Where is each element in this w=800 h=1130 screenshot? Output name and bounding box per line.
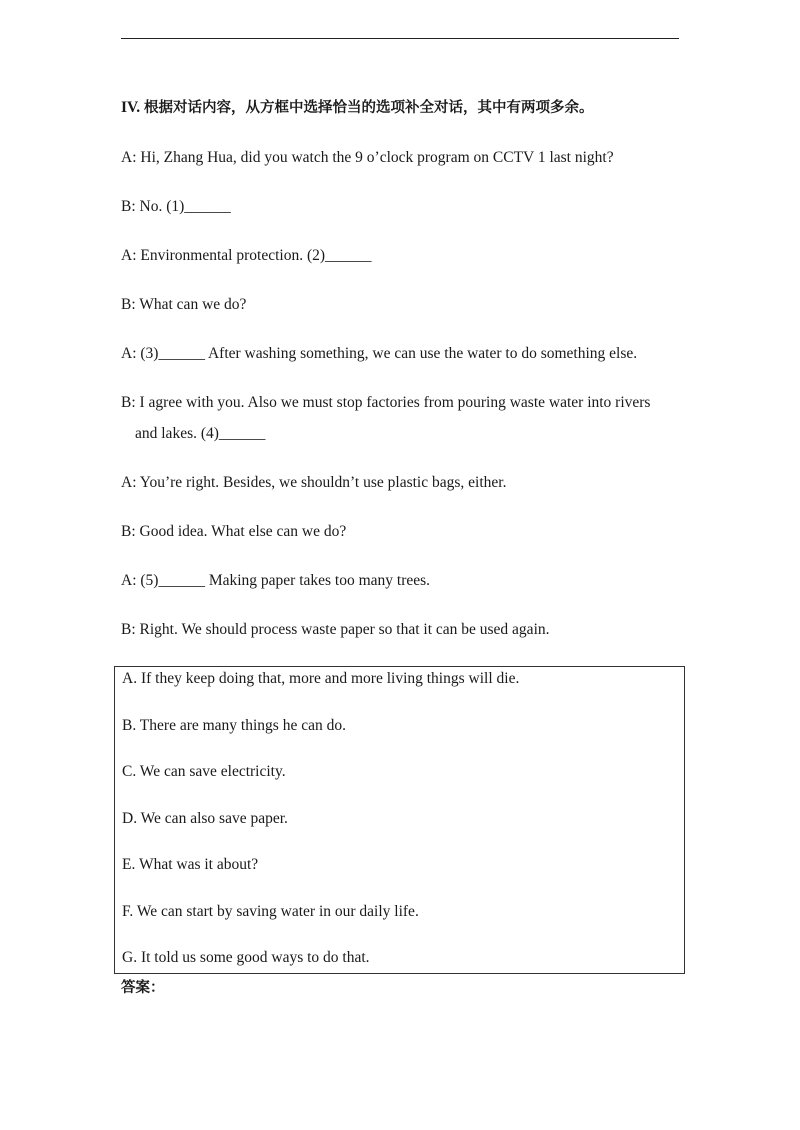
dialogue-line: B: No. (1)______ bbox=[121, 198, 231, 215]
dialogue-line: B: Right. We should process waste paper so that it can be used again. bbox=[121, 621, 550, 638]
dialogue-line: B: What can we do? bbox=[121, 296, 247, 313]
option-g: G. It told us some good ways to do that. bbox=[122, 949, 370, 966]
dialogue-line: B: I agree with you. Also we must stop factories from pouring waste water into rivers bbox=[121, 394, 651, 411]
option-c: C. We can save electricity. bbox=[122, 763, 286, 780]
dialogue-line-continuation: and lakes. (4)______ bbox=[135, 425, 266, 442]
dialogue-line: A: You’re right. Besides, we shouldn’t use plastic bags, either. bbox=[121, 474, 507, 491]
section-number: IV. bbox=[121, 99, 141, 116]
section-heading bbox=[121, 98, 593, 118]
answer-label: 答案： bbox=[121, 980, 165, 996]
section-instruction: 根据对话内容，从方框中选择恰当的选项补全对话，其中有两项多余。 bbox=[143, 100, 594, 116]
dialogue-line: A: (3)______ After washing something, we can use the water to do something else. bbox=[121, 345, 638, 362]
dialogue-line: B: Good idea. What else can we do? bbox=[121, 523, 347, 540]
header-rule bbox=[121, 38, 679, 39]
option-a: A. If they keep doing that, more and more living things will die. bbox=[122, 670, 520, 687]
option-d: D. We can also save paper. bbox=[122, 810, 288, 827]
option-b: B. There are many things he can do. bbox=[122, 717, 346, 734]
dialogue-line: A: Environmental protection. (2)______ bbox=[121, 247, 372, 264]
option-e: E. What was it about? bbox=[122, 856, 259, 873]
dialogue-line: A: (5)______ Making paper takes too many trees. bbox=[121, 572, 431, 589]
dialogue-line: A: Hi, Zhang Hua, did you watch the 9 o’clock program on CCTV 1 last night? bbox=[121, 149, 614, 166]
options-box bbox=[114, 666, 685, 974]
option-f: F. We can start by saving water in our daily life. bbox=[122, 903, 419, 920]
